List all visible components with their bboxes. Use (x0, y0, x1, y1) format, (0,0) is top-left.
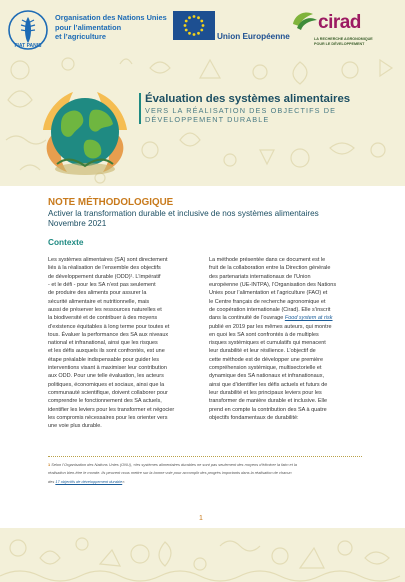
food-system-at-risk-link[interactable]: Food system at risk (284, 315, 333, 322)
footer-doodle-pattern (0, 528, 405, 582)
partner-logo-bar (0, 0, 405, 58)
cirad-tagline: LA RECHERCHE AGRONOMIQUE POUR LE DÉVELOPPEMENT (314, 37, 373, 46)
text-line: de développement durable (ODD)¹. L’impératif (48, 273, 161, 280)
text-line: Unies pour l’alimentation et l’agriculture (FAO) et (209, 290, 328, 297)
text-line: ainsi que d’identifier les défis actuels et futurs de (209, 381, 328, 388)
text-line: La méthode présentée dans ce document est le (209, 257, 326, 263)
text-line: d’existence équitables à long terme pour toutes et (48, 323, 170, 330)
text-line-with-link: dans la continuité de l’ouvrage Food system at risk (209, 315, 333, 322)
text-line: en quoi les SA sont confrontés à de multiples (209, 331, 319, 338)
note-subtitle: Activer la transformation durable et inclusive de nos systèmes alimentaires (48, 209, 319, 218)
text-line: la biodiversité et de contribuer à des moyens (48, 315, 158, 322)
right-text-column (209, 256, 357, 422)
footer-band (0, 528, 405, 582)
eu-flag-icon (173, 11, 215, 40)
text-line: cette méthode est de développer une première (209, 356, 324, 363)
globe-illustration-icon (37, 74, 133, 178)
text-line: leur durabilité et leur résilience. L’objectif de (209, 348, 316, 355)
note-label: NOTE MÉTHODOLOGIQUE (48, 197, 174, 208)
text-line: national et infranational, ainsi que les risques (48, 340, 158, 347)
text-line: politiques, économiques et sociaux, ainsi que la (48, 381, 165, 388)
hero-title: Évaluation des systèmes alimentaires (145, 93, 351, 105)
text-line: leur durabilité et les principaux leviers pour les (209, 390, 322, 396)
text-line: aux ODD. Pour une telle évaluation, les acteurs (48, 373, 164, 380)
svg-text:FIAT PANIS: FIAT PANIS (14, 43, 42, 49)
text-line: tous. Évaluer la performance des SA aux niveaux (48, 331, 169, 338)
text-line: comprendre le fonctionnement des SA actuels, (48, 398, 162, 405)
cirad-name: cirad (318, 12, 361, 33)
fao-logo-icon (7, 9, 49, 51)
text-line: transformer de manière durable et inclusive. Elle (209, 398, 328, 405)
footnote-divider (48, 456, 362, 457)
hero-title-block (139, 93, 397, 124)
note-date: Novembre 2021 (48, 219, 107, 228)
text-line: - et le défi - pour les SA n’est pas seulement (48, 281, 156, 288)
text-line: de produire des aliments pour assurer la (48, 290, 147, 297)
text-line: dynamique des SA nationaux et infranationaux, (209, 373, 324, 380)
text-line: aussi de préserver les ressources naturelles et (48, 306, 162, 313)
text-line: une voie plus durable. (48, 423, 102, 430)
text-line: Les systèmes alimentaires (SA) sont directement (48, 257, 168, 263)
fao-name: Organisation des Nations Unies pour l’alimentation et l’agriculture (55, 13, 167, 42)
text-line: publié en 2019 par les mêmes auteurs, qui montre (209, 323, 332, 330)
text-line: des partenariats internationaux de l’Union (209, 273, 311, 280)
text-line: les compromis nécessaires pour les orienter vers (48, 414, 168, 421)
text-line: liés à la réalisation de l’ensemble des objectifs (48, 265, 161, 272)
text-line: objectifs fondamentaux de durabilité: (209, 414, 299, 421)
left-text-column (48, 256, 196, 431)
text-line: risques systémiques et cumulatifs qui menacent (209, 340, 326, 347)
text-line: identifier les leviers pour les transformer et négocier (48, 406, 175, 413)
text-line: fruit de la collaboration entre la Direction générale (209, 265, 331, 272)
cover-hero (0, 0, 405, 186)
text-line: étape préalable indispensable pour guider les (48, 356, 159, 363)
sdg-link[interactable]: 17 objectifs de développement durable (55, 478, 123, 484)
text-line: européenne (UE-INTPA), l’Organisation des Nations (209, 281, 337, 288)
text-line: prend en compte la contribution des SA à quatre (209, 406, 327, 413)
page-number: 1 (199, 515, 203, 522)
hero-subtitle: VERS LA RÉALISATION DES OBJECTIFS DE DÉVELOPPEMENT DURABLE (145, 106, 337, 124)
footnote-number: 1 (48, 462, 51, 467)
text-line: interventions visant à maximiser leur contribution (48, 365, 167, 372)
text-line: et les défis auxquels ils sont confrontés, est une (48, 348, 165, 355)
footnote: 1 Selon l’Organisation des Nations Unies (ONU), «les systèmes alimentaires durables ne sont pas seulement des moyens d’éliminer la faim et la réalisation bien-être le monde. Ils peuvent nous mettre sur la bonne voie pour accomplir des progrès importants dans la réalisation de chacun des 17 objectifs de développement durable». (48, 462, 297, 484)
text-line: sécurité alimentaire et nutritionnelle, mais (48, 298, 150, 305)
text-line: compréhension systémique, multisectorielle et (209, 365, 322, 372)
eu-name: Union Européenne (217, 32, 290, 41)
text-line: de coopération internationale (Cirad). Elle s’inscrit (209, 306, 331, 313)
text-line: communauté scientifique, doivent collaborer pour (48, 390, 168, 396)
text-line: le Centre français de recherche agronomique et (209, 298, 326, 305)
section-heading-contexte: Contexte (48, 237, 84, 247)
